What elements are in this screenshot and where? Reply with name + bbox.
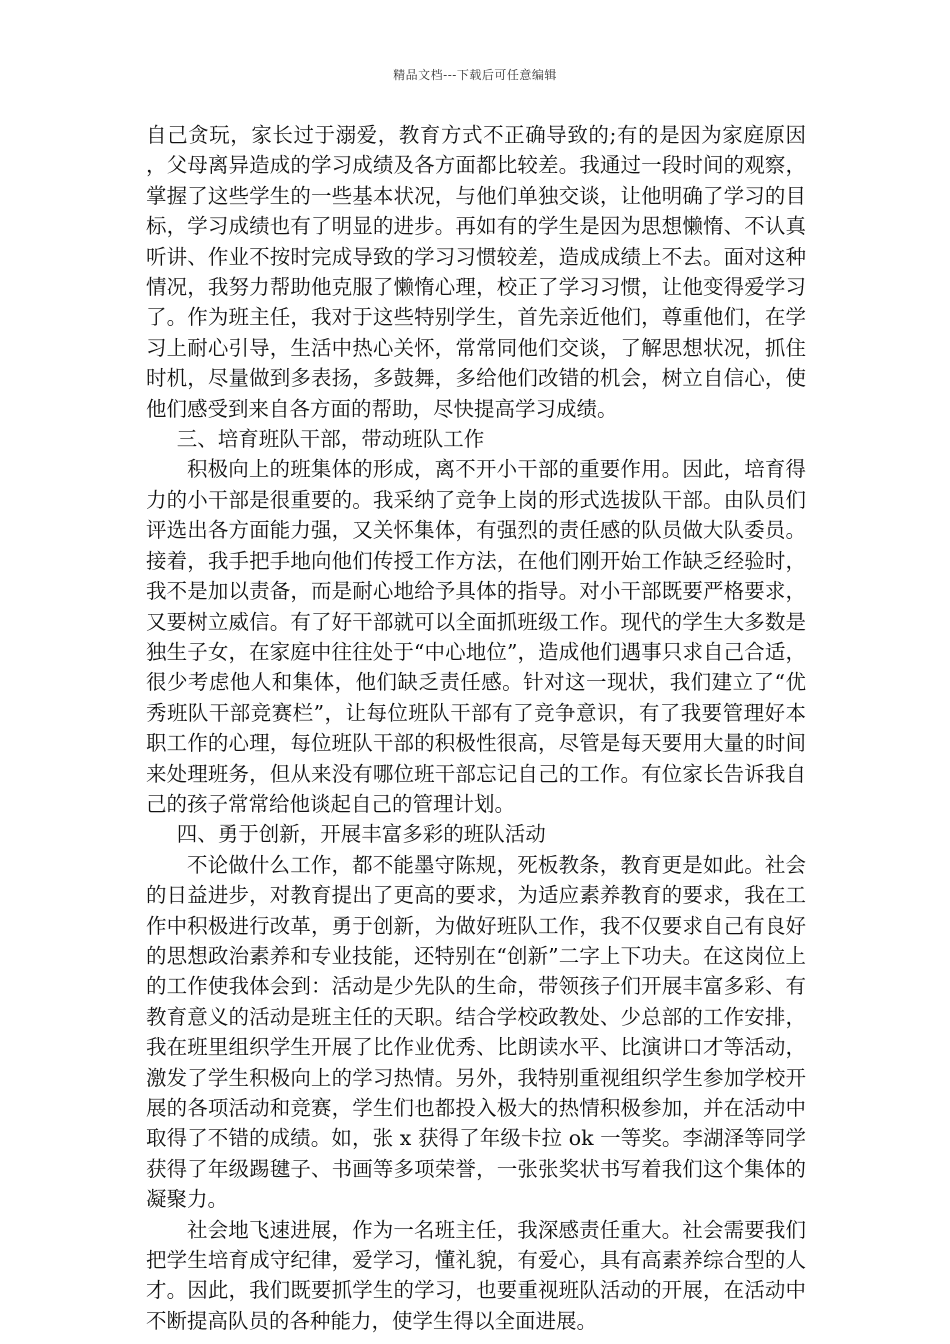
section-heading-4: 四、勇于创新，开展丰富多彩的班队活动 <box>176 822 546 847</box>
paragraph-continued: 自己贪玩，家长过于溺爱，教育方式不正确导致的;有的是因为家庭原因，父母离异造成的学习成绩及各方面都比较差。我通过一段时间的观察，掌握了这些学生的一些基本状况，与他们单独交谈，让他明确了学习的目标，学习成绩也有了明显的进步。再如有的学生是因为思想懒惰、不认真听讲、作业不按时完成导致的学习习惯较差，造成成绩上不去。面对这种情况，我努力帮助他克服了懒惰心理，校正了学习习惯，让他变得爱学习了。作为班主任，我对于这些特别学生，首先亲近他们，尊重他们，在学习上耐心引导，生活中热心关怀，常常同他们交谈，了解思想状况，抓住时机，尽量做到多表扬，多鼓舞，多给他们改错的机会，树立自信心，使他们感受到来自各方面的帮助，尽快提高学习成绩。 <box>146 123 806 421</box>
paragraph-class-cadres: 积极向上的班集体的形成，离不开小干部的重要作用。因此，培育得力的小干部是很重要的。我采纳了竞争上岗的形式选拔队干部。由队员们评选出各方面能力强，又关怀集体，有强烈的责任感的队员做大队委员。接着，我手把手地向他们传授工作方法，在他们刚开始工作缺乏经验时，我不是加以责备，而是耐心地给予具体的指导。对小干部既要严格要求，又要树立威信。有了好干部就可以全面抓班级工作。现代的学生大多数是独生子女，在家庭中往往处于“中心地位”，造成他们遇事只求自己合适，很少考虑他人和集体，他们缺乏责任感。针对这一现状，我们建立了“优秀班队干部竞赛栏”，让每位班队干部有了竞争意识，有了我要管理好本职工作的心理，每位班队干部的积极性很高，尽管是每天要用大量的时间来处理班务，但从来没有哪位班干部忘记自己的工作。有位家长告诉我自己的孩子常常给他谈起自己的管理计划。 <box>146 457 806 816</box>
document-body <box>146 120 806 1336</box>
section-heading-3: 三、培育班队干部，带动班队工作 <box>176 427 485 452</box>
page-header: 精品文档---下载后可任意编辑 <box>393 68 557 82</box>
paragraph-activities: 不论做什么工作，都不能墨守陈规，死板教条，教育更是如此。社会的日益进步，对教育提出了更高的要求，为适应素养教育的要求，我在工作中积极进行改革，勇于创新，为做好班队工作，我不仅要求自己有良好的思想政治素养和专业技能，还特别在“创新”二字上下功夫。在这岗位上的工作使我体会到：活动是少先队的生命，带领孩子们开展丰富多彩、有教育意义的活动是班主任的天职。结合学校政教处、少总部的工作安排，我在班里组织学生开展了比作业优秀、比朗读水平、比演讲口才等活动，激发了学生积极向上的学习热情。另外，我特别重视组织学生参加学校开展的各项活动和竞赛，学生们也都投入极大的热情积极参加，并在活动中取得了不错的成绩。如，张 x 获得了年级卡拉 ok 一等奖。李湖泽等同学获得了年级踢毽子、书画等多项荣誉，一张张奖状书写着我们这个集体的凝聚力。 <box>146 852 806 1212</box>
paragraph-conclusion: 社会地飞速进展，作为一名班主任，我深感责任重大。社会需要我们把学生培育成守纪律，爱学习，懂礼貌，有爱心，具有高素养综合型的人才。因此，我们既要抓学生的学习，也要重视班队活动的开展，在活动中不断提高队员的各种能力，使学生得以全面进展。 <box>146 1217 806 1333</box>
